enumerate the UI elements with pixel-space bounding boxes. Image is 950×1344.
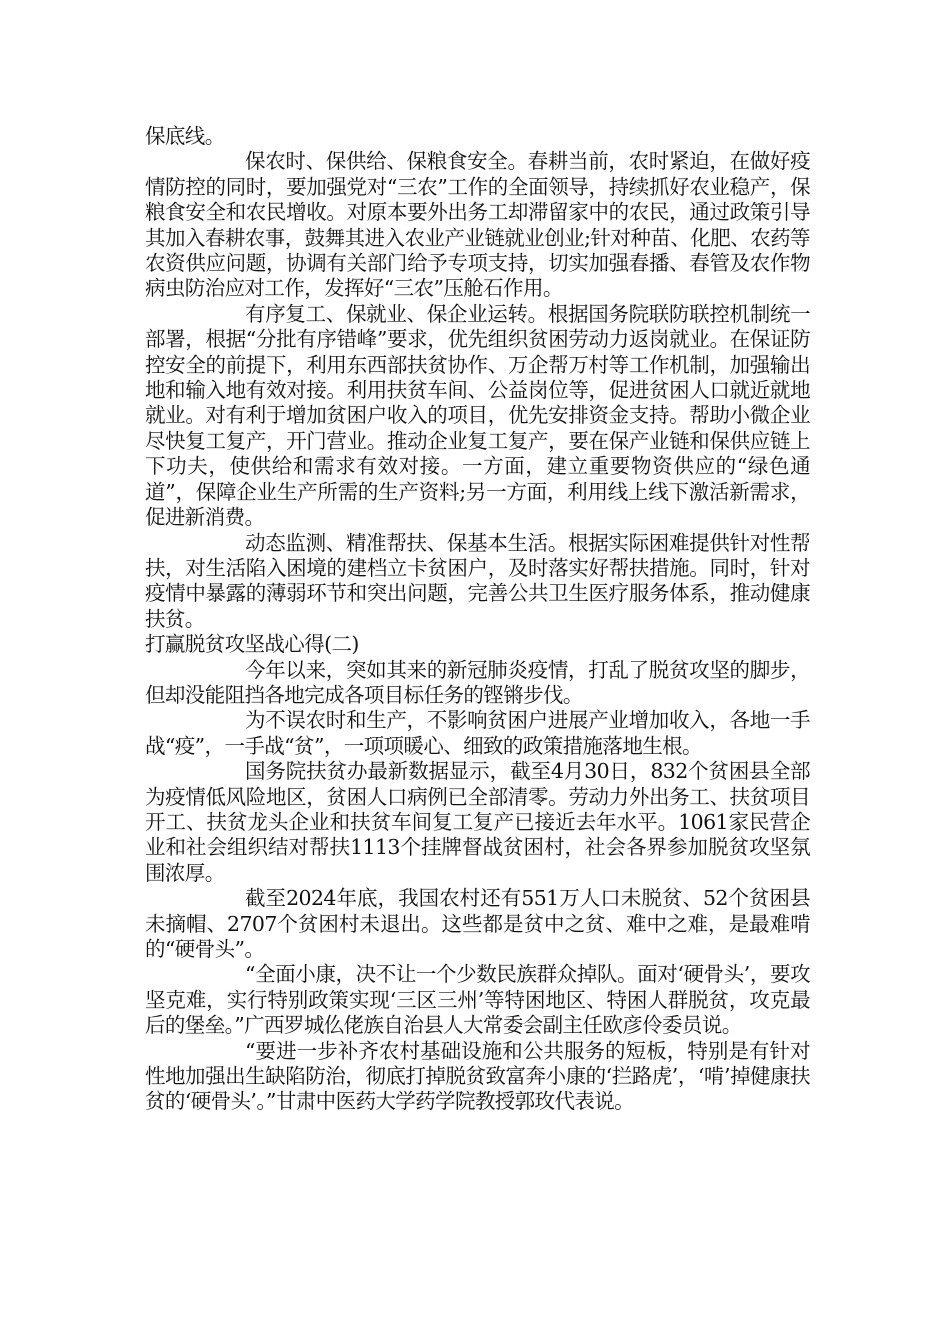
paragraph: 动态监测、精准帮扶、保基本生活。根据实际困难提供针对性帮扶，对生活陷入困境的建档立卡贫困户，及时落实好帮扶措施。同时，针对疫情中暴露的薄弱环节和突出问题，完善公共卫生医疗服务体系，推动健康扶贫。: [145, 530, 810, 631]
section-heading: 打赢脱贫攻坚战心得(二): [145, 632, 359, 657]
paragraph: 为不误农时和生产，不影响贫困户进展产业增加收入，各地一手战“疫”，一手战“贫”，一项项暖心、细致的政策措施落地生根。: [145, 708, 810, 758]
document-body: [145, 124, 810, 1115]
paragraph-continuation: 保底线。: [145, 124, 225, 148]
paragraph: 今年以来，突如其来的新冠肺炎疫情，打乱了脱贫攻坚的脚步，但却没能阻挡各地完成各项目标任务的铿锵步伐。: [145, 657, 810, 707]
quote-paragraph: “全面小康，决不让一个少数民族群众掉队。面对‘硬骨头’，要攻坚克难，实行特别政策实现‘三区三州’等特困地区、特困人群脱贫，攻克最后的堡垒。”广西罗城仫佬族自治县人大常委会副主任欧彦伶委员说。: [145, 962, 810, 1038]
paragraph: 国务院扶贫办最新数据显示，截至4月30日，832个贫困县全部为疫情低风险地区，贫困人口病例已全部清零。劳动力外出务工、扶贫项目开工、扶贫龙头企业和扶贫车间复工复产已接近去年水平。1061家民营企业和社会组织结对帮扶1113个挂牌督战贫困村，社会各界参加脱贫攻坚氛围浓厚。: [145, 759, 810, 885]
paragraph: 截至2024年底，我国农村还有551万人口未脱贫、52个贫困县未摘帽、2707个贫困村未退出。这些都是贫中之贫、难中之难，是最难啃的“硬骨头”。: [145, 886, 810, 961]
paragraph: 有序复工、保就业、保企业运转。根据国务院联防联控机制统一部署，根据“分批有序错峰”要求，优先组织贫困劳动力返岗就业。在保证防控安全的前提下，利用东西部扶贫协作、万企帮万村等工作机制，加强输出地和输入地有效对接。利用扶贫车间、公益岗位等，促进贫困人口就近就地就业。对有利于增加贫困户收入的项目，优先安排资金支持。帮助小微企业尽快复工复产，开门营业。推动企业复工复产，要在保产业链和保供应链上下功夫，使供给和需求有效对接。一方面，建立重要物资供应的“绿色通道”，保障企业生产所需的生产资料;另一方面，利用线上线下激活新需求，促进新消费。: [145, 301, 810, 530]
paragraph: 保农时、保供给、保粮食安全。春耕当前，农时紧迫，在做好疫情防控的同时，要加强党对“三农”工作的全面领导，持续抓好农业稳产，保粮食安全和农民增收。对原本要外出务工却滞留家中的农民，通过政策引导其加入春耕农事，鼓舞其进入农业产业链就业创业;针对种苗、化肥、农药等农资供应问题，协调有关部门给予专项支持，切实加强春播、春管及农作物病虫防治应对工作，发挥好“三农”压舱石作用。: [145, 149, 810, 301]
quote-paragraph: “要进一步补齐农村基础设施和公共服务的短板，特别是有针对性地加强出生缺陷防治，彻底打掉脱贫致富奔小康的‘拦路虎’，‘啃’掉健康扶贫的‘硬骨头’。”甘肃中医药大学药学院教授郭玫代表说。: [145, 1038, 810, 1114]
